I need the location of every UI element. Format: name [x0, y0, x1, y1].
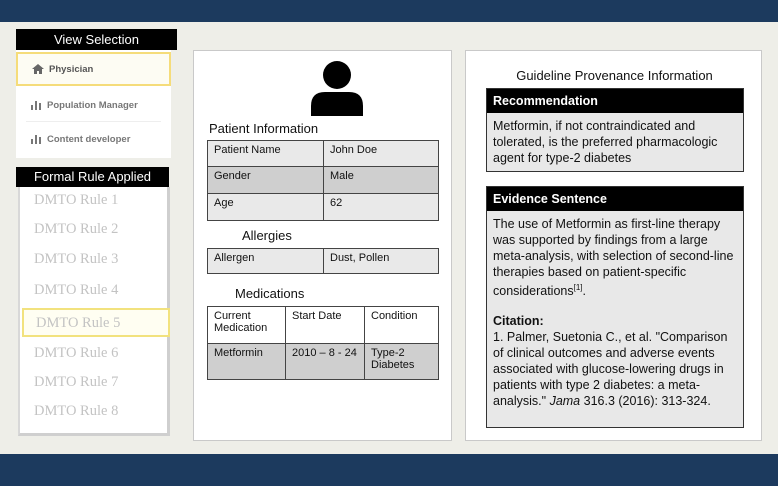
- guideline-panel: [465, 50, 762, 441]
- top-bar: [0, 0, 778, 22]
- guideline-title: Guideline Provenance Information: [516, 68, 713, 83]
- table-row: [208, 344, 439, 380]
- evidence-text: The use of Metformin as first-line therapy was supported by findings from a large meta-analysis, with selection of second-line therapies based on patient-specific considerations: [493, 217, 734, 299]
- evidence-period: .: [582, 284, 586, 299]
- citation-journal: Jama: [549, 394, 581, 409]
- rule-item-5[interactable]: DMTO Rule 5: [22, 308, 170, 337]
- table-header-row: [208, 307, 439, 344]
- rule-item-6[interactable]: DMTO Rule 6: [34, 345, 119, 361]
- table-row: [208, 249, 439, 274]
- nav-item-label: Physician: [49, 63, 94, 75]
- patient-info-table: [207, 140, 439, 221]
- evidence-body: [487, 211, 743, 414]
- table-row: [208, 194, 439, 221]
- formal-rule-header: Formal Rule Applied: [16, 167, 169, 187]
- view-selection-menu: [16, 50, 171, 158]
- table-cell-value: 62: [324, 194, 439, 221]
- allergies-title: Allergies: [242, 228, 292, 243]
- citation-volume-pages: 316.3 (2016): 313-324.: [580, 394, 711, 409]
- table-cell-value: John Doe: [324, 141, 439, 167]
- patient-info-title: Patient Information: [209, 121, 319, 136]
- rule-item-7[interactable]: DMTO Rule 7: [34, 374, 119, 390]
- citation-title: Citation:: [493, 314, 544, 329]
- medications-title: Medications: [235, 286, 305, 301]
- nav-item-physician[interactable]: [16, 52, 171, 86]
- table-cell-label: Allergen: [208, 249, 324, 274]
- evidence-reference[interactable]: [1]: [573, 283, 583, 292]
- nav-item-label: Population Manager: [47, 99, 138, 111]
- recommendation-text: Metformin, if not contraindicated and tolerated, is the preferred pharmacologic agent for type-2 diabetes: [493, 119, 718, 165]
- table-cell-value: Male: [324, 167, 439, 194]
- citation-text: [493, 329, 737, 409]
- rule-item-1[interactable]: DMTO Rule 1: [34, 192, 119, 208]
- table-cell-label: Gender: [208, 167, 324, 194]
- user-avatar-icon: [311, 60, 363, 116]
- column-header: Condition: [365, 307, 439, 344]
- home-icon: [32, 64, 44, 74]
- recommendation-box: [486, 88, 744, 172]
- bar-chart-icon: [30, 134, 42, 144]
- table-row: [208, 141, 439, 167]
- bottom-bar: [0, 454, 778, 486]
- rule-item-8[interactable]: DMTO Rule 8: [34, 403, 119, 419]
- column-header: Current Medication: [208, 307, 286, 344]
- evidence-box: [486, 186, 744, 428]
- table-cell-label: Patient Name: [208, 141, 324, 167]
- rule-list: [18, 187, 170, 436]
- view-selection-header: View Selection: [16, 29, 177, 50]
- bar-chart-icon: [30, 100, 42, 110]
- table-cell: Type-2 Diabetes: [365, 344, 439, 380]
- recommendation-header: Recommendation: [487, 89, 743, 113]
- evidence-header: Evidence Sentence: [487, 187, 743, 211]
- nav-item-content-developer[interactable]: [16, 122, 171, 156]
- patient-panel: [193, 50, 452, 441]
- column-header: Start Date: [286, 307, 365, 344]
- table-cell-value: Dust, Pollen: [324, 249, 439, 274]
- table-row: [208, 167, 439, 194]
- nav-item-population-manager[interactable]: [16, 88, 171, 122]
- nav-item-label: Content developer: [47, 133, 131, 145]
- allergies-table: [207, 248, 439, 274]
- rule-item-4[interactable]: DMTO Rule 4: [34, 282, 119, 298]
- table-cell: 2010 – 8 - 24: [286, 344, 365, 380]
- rule-item-3[interactable]: DMTO Rule 3: [34, 251, 119, 267]
- rule-item-2[interactable]: DMTO Rule 2: [34, 221, 119, 237]
- medications-table: [207, 306, 439, 380]
- table-cell: Metformin: [208, 344, 286, 380]
- table-cell-label: Age: [208, 194, 324, 221]
- citation-authors-title: 1. Palmer, Suetonia C., et al. "Comparison of clinical outcomes and adverse events associated with glucose-lowering drugs in patients with type 2 diabetes: a meta-analysis.": [493, 330, 728, 409]
